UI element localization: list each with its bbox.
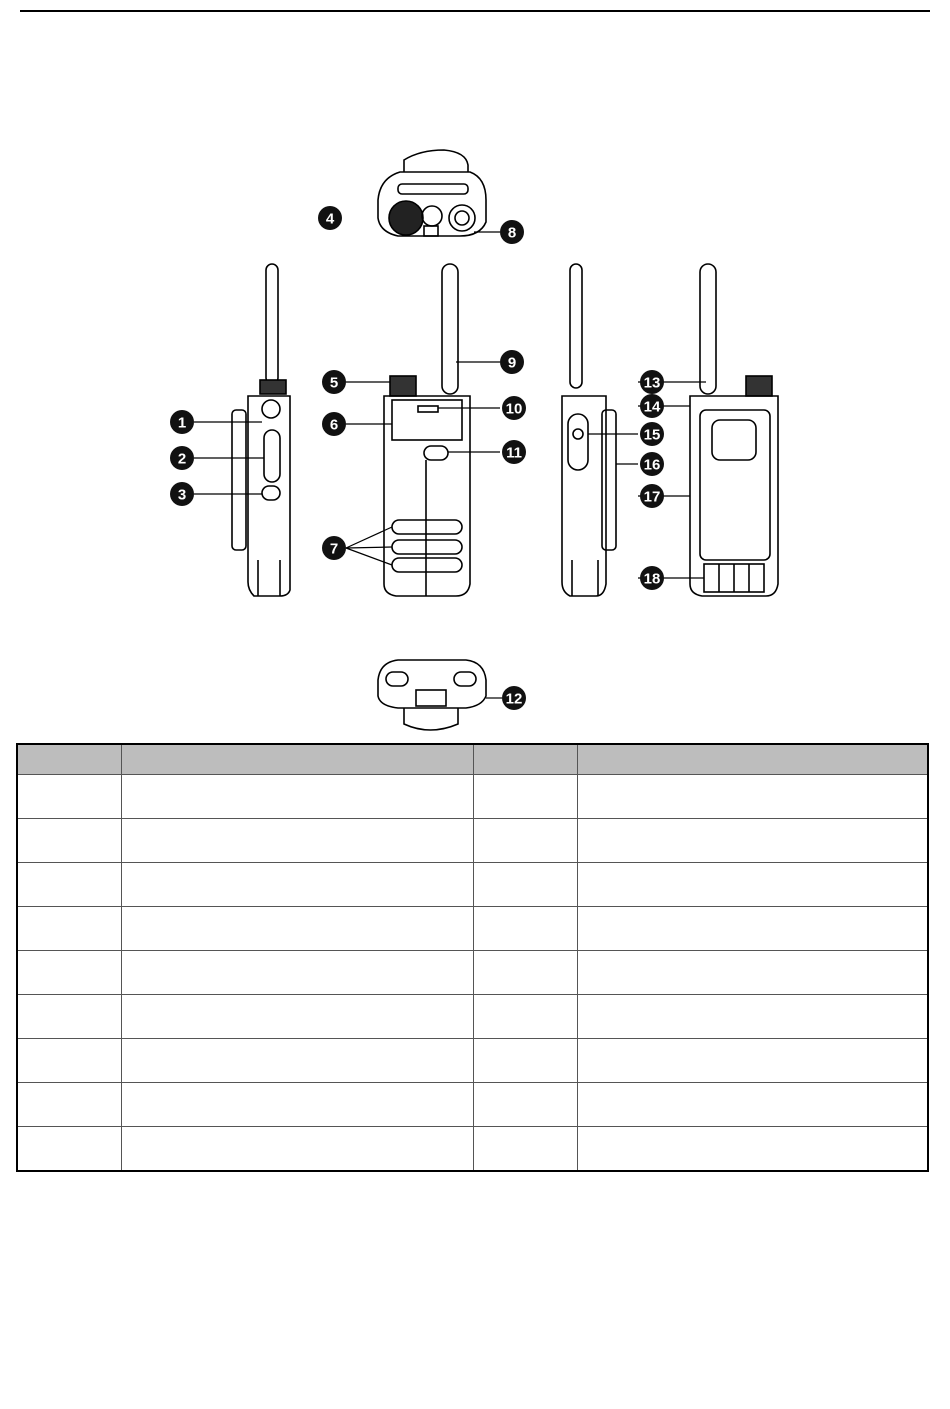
table-header-cell — [473, 744, 577, 775]
table-cell — [577, 819, 928, 863]
svg-text:5: 5 — [329, 374, 339, 392]
radio-bottom-view — [378, 660, 486, 730]
table-row — [17, 907, 928, 951]
svg-text:2: 2 — [177, 450, 187, 468]
table-cell — [17, 775, 121, 819]
callout-badge — [318, 206, 342, 230]
svg-text:3: 3 — [177, 486, 187, 504]
table-row — [17, 863, 928, 907]
radio-top-view — [378, 150, 486, 236]
table-cell — [17, 863, 121, 907]
svg-text:16: 16 — [643, 456, 661, 474]
table-row — [17, 1039, 928, 1083]
svg-text:15: 15 — [643, 426, 661, 444]
table-cell — [17, 907, 121, 951]
svg-text:11: 11 — [506, 444, 522, 462]
svg-text:17: 17 — [643, 488, 661, 506]
table-cell — [121, 907, 473, 951]
table-row — [17, 819, 928, 863]
svg-text:10: 10 — [505, 400, 523, 418]
callout-badge — [640, 394, 664, 418]
table-cell — [473, 1039, 577, 1083]
table-cell — [17, 819, 121, 863]
table-row — [17, 775, 928, 819]
table-cell — [473, 1127, 577, 1172]
callout-badge — [640, 452, 664, 476]
radio-left-side-view — [232, 264, 290, 596]
svg-text:9: 9 — [507, 354, 517, 372]
parts-table — [16, 743, 929, 1172]
table-cell — [17, 1127, 121, 1172]
table-cell — [473, 907, 577, 951]
table-cell — [121, 819, 473, 863]
callout-badge — [170, 482, 194, 506]
table-header-cell — [577, 744, 928, 775]
table-cell — [473, 775, 577, 819]
radio-right-side-view — [562, 264, 616, 596]
table-cell — [577, 1127, 928, 1172]
table-cell — [473, 863, 577, 907]
table-cell — [121, 1039, 473, 1083]
table-cell — [17, 1083, 121, 1127]
svg-text:12: 12 — [505, 690, 523, 708]
callout-badge — [500, 350, 524, 374]
table-cell — [577, 1083, 928, 1127]
table-cell — [473, 1083, 577, 1127]
table-cell — [577, 951, 928, 995]
callout-leader-lines — [194, 232, 706, 698]
table-cell — [121, 995, 473, 1039]
table-cell — [121, 775, 473, 819]
callout-badge — [170, 446, 194, 470]
callout-badge — [170, 410, 194, 434]
table-row — [17, 995, 928, 1039]
svg-text:18: 18 — [643, 570, 661, 588]
svg-text:13: 13 — [643, 374, 661, 392]
table-cell — [17, 995, 121, 1039]
svg-text:1: 1 — [177, 414, 187, 432]
table-cell — [577, 995, 928, 1039]
callout-badge — [640, 370, 664, 394]
table-cell — [121, 951, 473, 995]
table-header-row — [17, 744, 928, 775]
radio-front-view — [384, 264, 470, 596]
table-cell — [577, 863, 928, 907]
callout-badge — [502, 396, 526, 420]
callout-badge — [502, 440, 526, 464]
svg-text:7: 7 — [329, 540, 339, 558]
svg-text:14: 14 — [643, 398, 661, 416]
radio-back-view — [690, 264, 778, 596]
table-header-cell — [121, 744, 473, 775]
callout-badge — [640, 484, 664, 508]
table-header-cell — [17, 744, 121, 775]
table-cell — [121, 1127, 473, 1172]
table-cell — [473, 995, 577, 1039]
svg-text:6: 6 — [329, 416, 339, 434]
table-cell — [17, 1039, 121, 1083]
callout-badge — [322, 370, 346, 394]
table-cell — [121, 1083, 473, 1127]
svg-text:4: 4 — [325, 210, 335, 228]
callout-badge — [500, 220, 524, 244]
table-cell — [577, 775, 928, 819]
callout-badge — [322, 536, 346, 560]
table-cell — [121, 863, 473, 907]
callout-badge — [640, 566, 664, 590]
table-row — [17, 1083, 928, 1127]
table-cell — [473, 819, 577, 863]
table-cell — [473, 951, 577, 995]
callout-badge — [322, 412, 346, 436]
callout-badge — [502, 686, 526, 710]
table-cell — [577, 1039, 928, 1083]
table-row — [17, 951, 928, 995]
callout-badge — [640, 422, 664, 446]
svg-text:8: 8 — [507, 224, 517, 242]
table-cell — [17, 951, 121, 995]
table-cell — [577, 907, 928, 951]
table-row — [17, 1127, 928, 1172]
